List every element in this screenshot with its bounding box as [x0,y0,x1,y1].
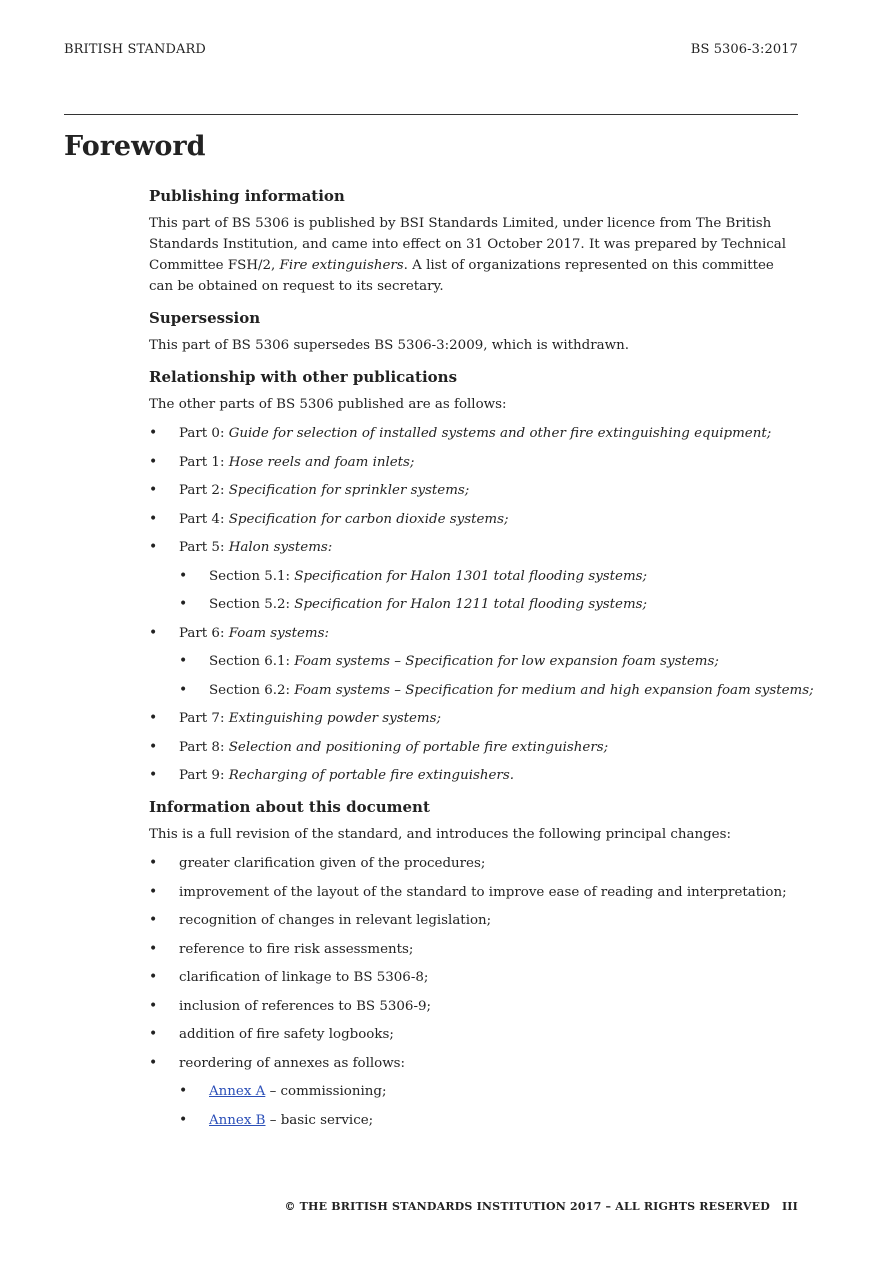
section-title: Specification for Halon 1301 total flooding systems; [294,568,648,584]
annex-description: – commissioning; [265,1084,387,1099]
list-item [179,1081,801,1102]
part-label: Part 2: [179,483,229,498]
part-label: Part 1: [179,454,229,470]
part-title: Recharging of portable fire extinguishers. [228,768,514,783]
committee-name: Fire extinguishers [279,258,404,273]
foreword-content [149,185,814,1138]
page-title: Foreword [64,131,206,162]
part-title: Hose reels and foam inlets; [228,454,415,470]
annex-b-link[interactable]: Annex B [209,1112,266,1128]
list-item: • addition of fire safety logbooks; [149,1024,801,1045]
section-heading-relationship: Relationship with other publications [149,368,458,386]
list-item: • inclusion of references to BS 5306-9; [149,996,801,1017]
list-item [179,1110,801,1131]
part-title: Selection and positioning of portable fire extinguishers; [228,739,609,755]
section-label: Section 5.1: [209,568,295,584]
section-label: Section 6.2: [209,682,295,698]
annex-sublist [179,1081,801,1131]
list-item [149,1053,801,1131]
list-item [149,765,801,786]
list-item [179,680,814,701]
list-item: • greater clarification given of the procedures; [149,853,801,874]
running-header-right: BS 5306-3:2017 [690,42,798,57]
list-item: • reference to fire risk assessments; [149,939,801,960]
list-item: • improvement of the layout of the standard to improve ease of reading and interpretation; [149,882,801,903]
part-label: Part 5: [179,540,229,555]
list-item [179,566,801,587]
part-label: Part 7: [179,711,229,726]
list-item [149,708,801,729]
list-item [149,452,801,473]
header-rule [64,114,798,115]
section-heading-information: Information about this document [149,798,430,816]
section-label: Section 6.1: [209,654,295,669]
sublist [179,566,801,616]
list-item [149,623,814,701]
part-title: Specification for sprinkler systems; [228,483,470,498]
copyright-notice: © THE BRITISH STANDARDS INSTITUTION 2017 – ALL RIGHTS RESERVED [284,1200,770,1213]
part-label: Part 9: [179,768,229,783]
part-label: Part 4: [179,511,229,527]
sublist [179,651,814,701]
list-item: • clarification of linkage to BS 5306-8; [149,967,801,988]
section-heading-supersession: Supersession [149,309,261,327]
part-title: Foam systems: [228,625,329,641]
list-item [149,509,801,530]
list-item [179,651,801,672]
list-item [149,737,801,758]
publishing-text-a: This part of BS 5306 is published by BSI Standards Limited, under licence from The British Standards Institution, and came into effect on 31 October 2017. It was prepared by Technical Committee FSH/2, [149,216,787,273]
publishing-paragraph [149,213,801,297]
part-label: Part 0: [179,426,229,441]
section-title: Specification for Halon 1211 total flooding systems; [294,597,648,612]
part-title: Guide for selection of installed systems and other fire extinguishing equipment; [228,426,772,441]
part-title: Extinguishing powder systems; [228,711,441,726]
supersession-paragraph: This part of BS 5306 supersedes BS 5306-3:2009, which is withdrawn. [149,338,629,353]
page-number: III [781,1200,798,1213]
list-item [149,423,801,444]
parts-list [149,423,814,786]
section-title: Foam systems – Specification for medium and high expansion foam systems; [294,682,814,698]
changes-list [149,853,801,1131]
relationship-intro: The other parts of BS 5306 published are as follows: [149,397,507,412]
publishing-text-b: . A list of organizations represented on this committee can be obtained on request to its secretary. [149,258,774,294]
annex-a-link[interactable]: Annex A [209,1084,266,1099]
list-item-text: reordering of annexes as follows: [179,1055,406,1071]
section-title: Foam systems – Specification for low expansion foam systems; [294,654,719,669]
part-title: Halon systems: [228,540,333,555]
list-item [149,537,801,615]
annex-description: – basic service; [265,1112,374,1128]
section-label: Section 5.2: [209,597,295,612]
list-item: • recognition of changes in relevant legislation; [149,910,801,931]
page-footer [284,1200,798,1213]
section-heading-publishing: Publishing information [149,187,345,205]
list-item [149,480,801,501]
list-item [179,594,801,615]
running-header-left: BRITISH STANDARD [64,42,206,57]
part-label: Part 8: [179,739,229,755]
information-intro: This is a full revision of the standard, and introduces the following principal changes: [149,827,731,842]
part-label: Part 6: [179,625,229,641]
part-title: Specification for carbon dioxide systems; [228,511,509,527]
